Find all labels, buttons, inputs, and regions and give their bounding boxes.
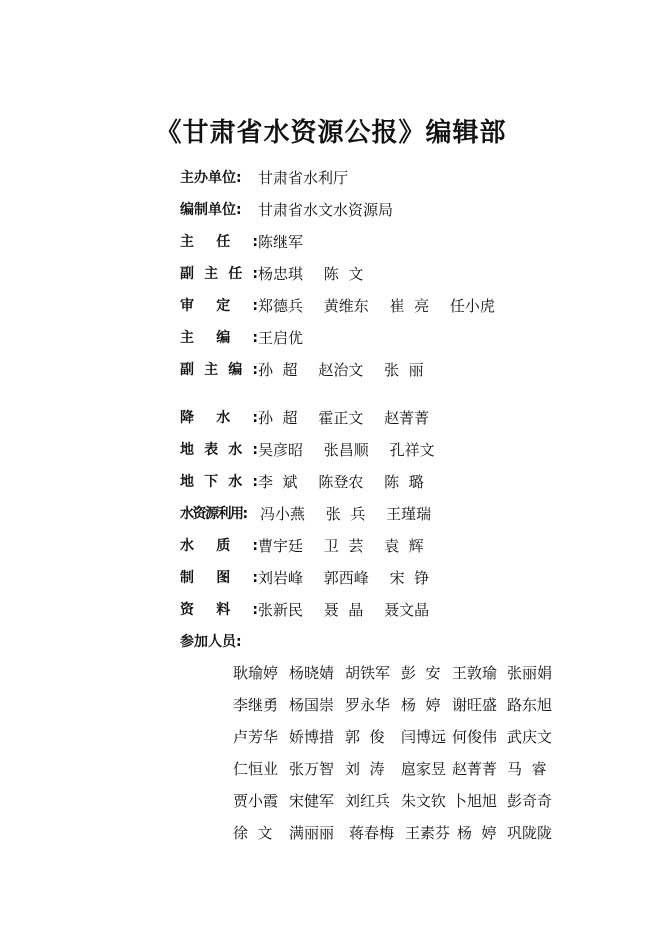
person-name: 孔祥文 bbox=[389, 441, 435, 459]
roster-label: 编制单位: bbox=[180, 202, 242, 218]
person-name: 张万智 bbox=[289, 760, 335, 778]
person-name: 娇博措 bbox=[289, 728, 335, 746]
roster-label: 地下水: bbox=[180, 474, 258, 490]
person-name: 彭 安 bbox=[401, 664, 441, 682]
roster-label: 审定: bbox=[180, 298, 258, 314]
person-name: 扈家昱 bbox=[401, 760, 447, 778]
person-name: 杨忠琪 bbox=[258, 265, 304, 283]
roster-label: 主办单位: bbox=[180, 170, 242, 186]
person-name: 刘 涛 bbox=[345, 760, 385, 778]
person-name: 胡铁军 bbox=[345, 664, 391, 682]
person-name: 曹宇廷 bbox=[258, 537, 304, 555]
roster-value bbox=[258, 439, 435, 461]
person-name: 杨国崇 bbox=[289, 696, 335, 714]
person-name: 卜旭旭 bbox=[452, 792, 498, 810]
person-name: 巩陇陇 bbox=[507, 824, 553, 842]
person-name: 郭 俊 bbox=[345, 728, 385, 746]
person-name: 张新民 bbox=[258, 601, 304, 619]
person-name: 张 兵 bbox=[325, 505, 366, 523]
person-name: 王敦瑜 bbox=[452, 664, 498, 682]
person-name: 朱文钦 bbox=[401, 792, 447, 810]
person-name: 杨 婷 bbox=[457, 824, 497, 842]
person-name: 陈 璐 bbox=[384, 473, 424, 491]
person-name: 耿瑜婷 bbox=[233, 664, 279, 682]
person-name: 赵治文 bbox=[318, 361, 364, 379]
person-name: 闫博远 bbox=[401, 728, 447, 746]
person-name: 何俊伟 bbox=[452, 728, 498, 746]
person-name: 李继勇 bbox=[233, 696, 279, 714]
person-name: 陈继军 bbox=[258, 233, 304, 251]
roster-label: 水质: bbox=[180, 538, 258, 554]
person-name: 徐 文 bbox=[233, 824, 273, 842]
person-name: 满丽丽 bbox=[289, 824, 335, 842]
person-name: 孙 超 bbox=[258, 409, 298, 427]
roster-label: 制图: bbox=[180, 570, 258, 586]
person-name: 吴彦昭 bbox=[258, 441, 304, 459]
person-name: 陈登农 bbox=[318, 473, 364, 491]
roster-label: 主任: bbox=[180, 234, 258, 250]
person-name: 王素芬 bbox=[405, 824, 451, 842]
roster-value bbox=[258, 231, 303, 253]
roster-label: 资料: bbox=[180, 602, 258, 618]
person-name: 聂 晶 bbox=[323, 601, 364, 619]
person-name: 蒋春梅 bbox=[349, 824, 395, 842]
person-name: 仁恒业 bbox=[233, 760, 279, 778]
person-name: 任小虎 bbox=[449, 297, 495, 315]
person-name: 刘红兵 bbox=[345, 792, 391, 810]
person-name: 杨 婷 bbox=[401, 696, 441, 714]
roster-value bbox=[258, 327, 303, 349]
person-name: 赵菁菁 bbox=[452, 760, 498, 778]
person-name: 路东旭 bbox=[507, 696, 553, 714]
person-name: 杨晓婧 bbox=[289, 664, 335, 682]
roster-value bbox=[258, 407, 429, 429]
roster-label: 副主编: bbox=[180, 362, 258, 378]
person-name: 马 睿 bbox=[507, 760, 547, 778]
person-name: 张昌顺 bbox=[323, 441, 369, 459]
person-name: 刘岩峰 bbox=[258, 569, 304, 587]
person-name: 袁 辉 bbox=[384, 537, 424, 555]
roster-value bbox=[258, 359, 424, 381]
person-name: 宋 铮 bbox=[389, 569, 430, 587]
roster-value bbox=[258, 599, 429, 621]
document-title: 《甘肃省水资源公报》编辑部 bbox=[155, 118, 507, 148]
roster-label: 副主任: bbox=[180, 266, 258, 282]
roster-value bbox=[258, 167, 348, 189]
person-name: 甘肃省水文水资源局 bbox=[258, 201, 394, 219]
person-name: 赵菁菁 bbox=[384, 409, 430, 427]
person-name: 张丽娟 bbox=[507, 664, 553, 682]
person-name: 陈 文 bbox=[323, 265, 364, 283]
person-name: 武庆文 bbox=[507, 728, 553, 746]
roster-value bbox=[258, 199, 393, 221]
person-name: 孙 超 bbox=[258, 361, 298, 379]
person-name: 贾小霞 bbox=[233, 792, 279, 810]
roster-label: 水资源利用: bbox=[180, 506, 247, 522]
roster-value bbox=[258, 567, 429, 589]
person-name: 张 丽 bbox=[384, 361, 424, 379]
person-name: 郑德兵 bbox=[258, 297, 304, 315]
roster-value bbox=[258, 263, 363, 285]
person-name: 宋健军 bbox=[289, 792, 335, 810]
person-name: 李 斌 bbox=[258, 473, 298, 491]
person-name: 王瑾瑞 bbox=[386, 505, 432, 523]
roster-label: 主编: bbox=[180, 330, 258, 346]
roster-label: 地表水: bbox=[180, 442, 258, 458]
roster-value bbox=[258, 295, 495, 317]
roster-value bbox=[258, 535, 424, 557]
person-name: 卫 芸 bbox=[323, 537, 364, 555]
person-name: 郭西峰 bbox=[323, 569, 369, 587]
person-name: 黄维东 bbox=[323, 297, 369, 315]
person-name: 霍正文 bbox=[318, 409, 364, 427]
roster-label: 参加人员: bbox=[180, 634, 242, 650]
person-name: 王启优 bbox=[258, 329, 304, 347]
person-name: 谢旺盛 bbox=[452, 696, 498, 714]
person-name: 卢芳华 bbox=[233, 728, 279, 746]
roster-value bbox=[260, 503, 431, 525]
person-name: 甘肃省水利厅 bbox=[258, 169, 349, 187]
roster-value bbox=[258, 471, 424, 493]
person-name: 彭奇奇 bbox=[507, 792, 553, 810]
person-name: 冯小燕 bbox=[260, 505, 306, 523]
person-name: 罗永华 bbox=[345, 696, 391, 714]
roster-label: 降水: bbox=[180, 410, 258, 426]
person-name: 聂文晶 bbox=[384, 601, 430, 619]
person-name: 崔 亮 bbox=[389, 297, 430, 315]
